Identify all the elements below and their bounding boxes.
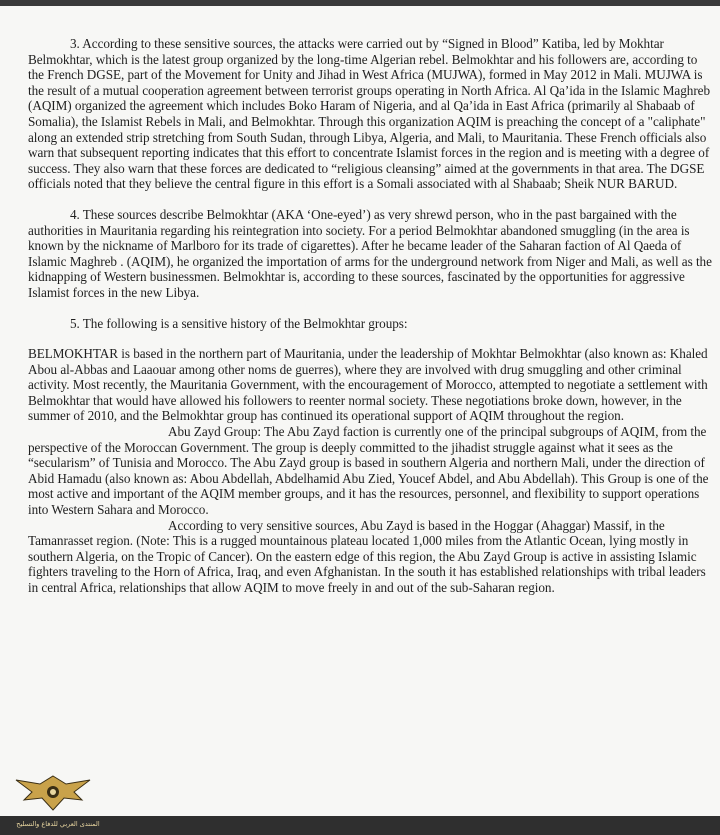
paragraph-belmokhtar: BELMOKHTAR is based in the northern part of Mauritania, under the leadership of Mokhtar Belmokhtar (also known as: Khaled Abou al-Abbas and Laaouar among other noms de guerres), where they are involved with drug smuggling and other criminal activity. Most recently, the Mauritania Government, with the encouragement of Morocco, attempted to negotiate a settlement with Belmokhtar that would have allowed his followers to reenter normal society. These negotiations broke down, however, in the summer of 2010, and the Belmokhtar group has continued its operational support of AQIM throughout the region. bbox=[28, 346, 708, 424]
eagle-emblem-icon bbox=[8, 770, 98, 820]
watermark-caption: المنتدى العربي للدفاع والتسليح bbox=[16, 820, 100, 828]
bottom-dark-band bbox=[0, 816, 720, 835]
paragraph-abu-zayd-group: Abu Zayd Group: The Abu Zayd faction is currently one of the principal subgroups of AQIM, from the perspective of the Moroccan Government. The group is deeply committed to the jihadist struggle against what it sees as the “secularism” of Tunisia and Morocco. The Abu Zayd group is based in southern Algeria and northern Mali, under the direction of Abid Hamadu (also known as: Abou Abdellah, Abdelhamid Abu Zied, Youcef Abdel, and Abu Abdellah). This Group is one of the most active and important of the AQIM member groups, and it has the resources, personnel, and flexibility to support operations into Western Sahara and Morocco. bbox=[28, 424, 709, 518]
document-page bbox=[0, 6, 720, 816]
paragraph-5: 5. The following is a sensitive history of the Belmokhtar groups: bbox=[70, 315, 408, 331]
paragraph-3: 3. According to these sensitive sources, the attacks were carried out by “Signed in Blood” Katiba, led by Mokhtar Belmokhtar, which is the latest group organized by the long-time Algerian rebel. Belmokhtar and his followers are, according to the French DGSE, part of the Movement for Unity and Jihad in West Africa (MUJWA), formed in May 2012 in Mali. MUJWA is the result of a mutual cooperation agreement between terrorist groups operating in North Africa. Al Qa’ida in the Islamic Maghreb (AQIM) organized the agreement which includes Boko Haram of Nigeria, and al Qa’ida in East Africa (primarily al Shabaab of Somalia), the Islamist Rebels in Mali, and Belmokhtar. Through this organization AQIM is preaching the concept of a "caliphate" along an extended strip stretching from South Sudan, through Libya, Algeria, and Mali, to Mauritania. These French officials also warn that subsequent reporting indicates that this effort to concentrate Islamist forces in the region and is meeting with a degree of success. They also warn that these forces are dedicated to “religious cleansing” aimed at the governments in that area. The DGSE officials noted that they believe the central figure in this effort is a Somali associated with al Shabaab; Sheik NUR BARUD. bbox=[28, 36, 711, 192]
paragraph-tamanrasset: According to very sensitive sources, Abu Zayd is based in the Hoggar (Ahaggar) Massif, in the Tamanrasset region. (Note: This is a rugged mountainous plateau located 1,000 miles from the Atlantic Ocean, lying mostly in southern Algeria, on the Tropic of Cancer). On the eastern edge of this region, the Abu Zayd Group is active in assisting Islamic fighters traveling to the Horn of Africa, Iraq, and even Afghanistan. In the south it has established relationships with tribal leaders in central Africa, relationships that allow AQIM to move freely in and out of the sub-Saharan region. bbox=[28, 517, 706, 595]
paragraph-4: 4. These sources describe Belmokhtar (AKA ‘One-eyed’) as very shrewd person, who in the past bargained with the authorities in Mauritania regarding his reintegration into society. For a period Belmokhtar abandoned smuggling (in the area is known by the nickname of Marlboro for its trade of cigarettes). After he became leader of the Saharan faction of Al Qaeda of Islamic Maghreb . (AQIM), he organized the importation of arms for the underground network from Niger and Mali, as well as the kidnapping of Western businessmen. Belmokhtar is, according to these sources, fascinated by the opportunities for aggressive Islamist forces in the new Libya. bbox=[28, 206, 712, 300]
document-body bbox=[28, 36, 712, 596]
site-watermark bbox=[8, 770, 98, 826]
